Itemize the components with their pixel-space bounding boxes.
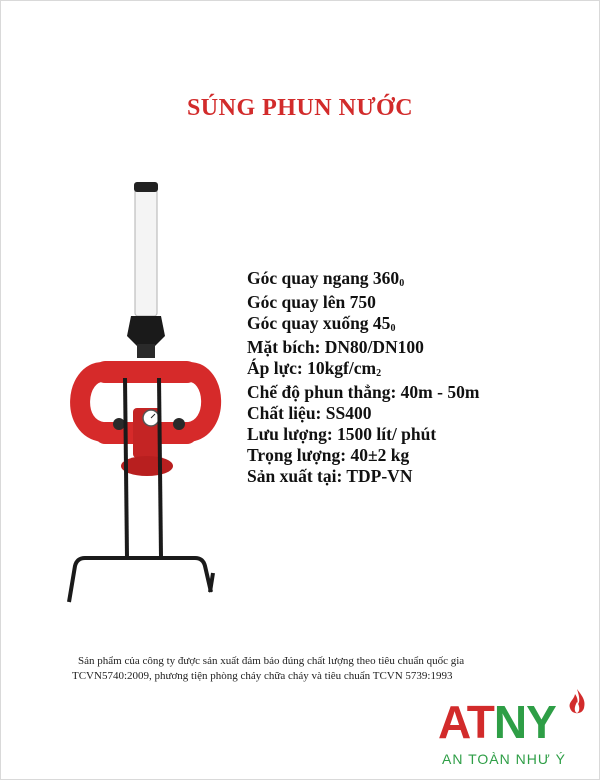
spec-item: Chất liệu: SS400 — [247, 403, 372, 423]
spec-list — [247, 268, 479, 487]
spec-item: Áp lực: $10kgf/cm_2$ — [247, 358, 382, 379]
spec-item: Lưu lượng: 1500 lít/ phút — [247, 424, 437, 444]
logo-wordmark: ATNY — [438, 696, 556, 748]
standards-note — [72, 654, 548, 684]
spec-item: Sản xuất tại: TDP-VN — [247, 466, 413, 486]
spec-item: Góc quay ngang $360_0$ — [247, 268, 405, 289]
logo-tagline: AN TOÀN NHƯ Ý — [442, 751, 567, 767]
note-line-2: TCVN5740:2009, phương tiện phòng cháy chữa cháy và tiêu chuẩn TCVN 5739:1993 — [72, 670, 453, 682]
spec-item: Mặt bích: DN80/DN100 — [247, 337, 424, 357]
flame-icon — [566, 688, 588, 718]
spec-item: Chế độ phun thẳng: 40m - 50m — [247, 382, 480, 402]
spec-item: Trọng lượng: 40±2 kg — [247, 445, 410, 465]
spec-item: Góc quay xuống $45_0$ — [247, 313, 396, 334]
atny-logo — [438, 688, 588, 772]
page-title: SÚNG PHUN NƯỚC — [186, 95, 414, 121]
note-line-1: Sản phẩm của công ty được sản xuất đảm bảo đúng chất lượng theo tiêu chuẩn quốc gia — [78, 655, 465, 667]
water-cannon-image — [55, 178, 230, 608]
spec-item: Góc quay lên 750 — [247, 292, 376, 312]
